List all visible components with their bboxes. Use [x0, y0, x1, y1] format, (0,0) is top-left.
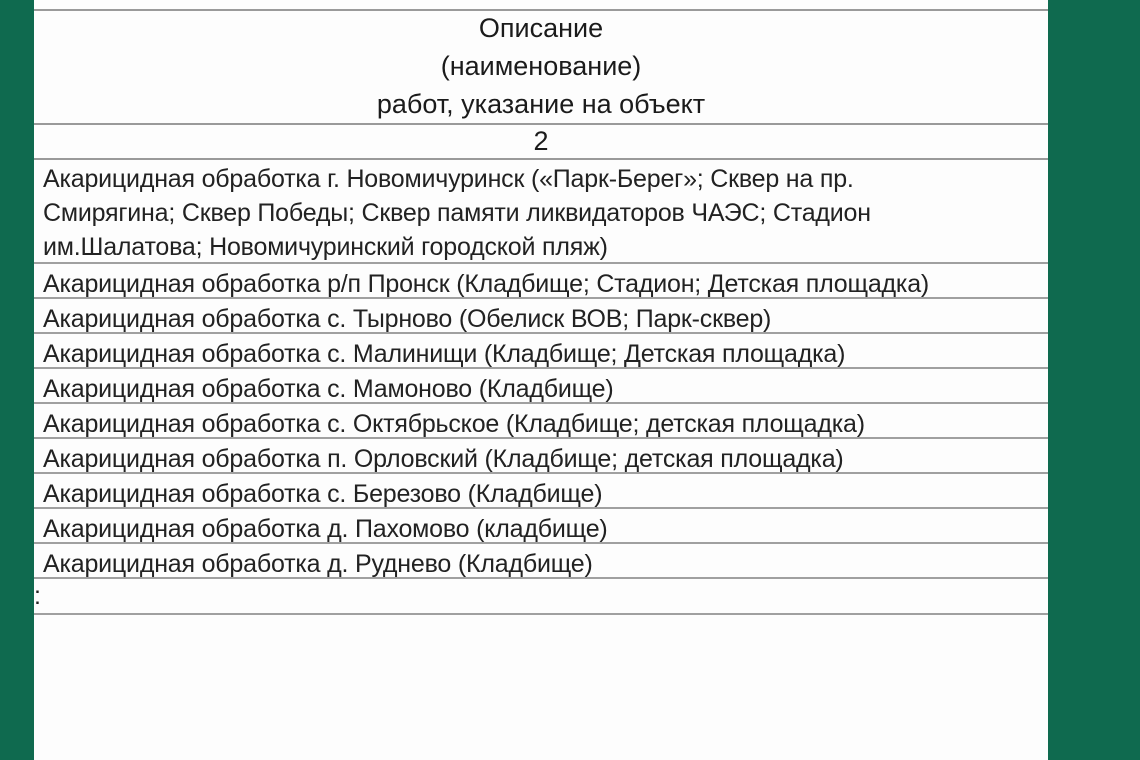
row-description: Акарицидная обработка р/п Пронск (Кладбище; Стадион; Детская площадка) — [43, 270, 930, 298]
row-description: Акарицидная обработка с. Октябрьское (Кладбище; детская площадка) — [43, 410, 865, 438]
row-description-line: им.Шалатова; Новомичуринский городской пляж) — [43, 233, 608, 261]
column-header-cell — [34, 11, 1048, 125]
column-header-line-1: Описание — [478, 13, 604, 43]
table-row — [34, 439, 1048, 474]
column-number-cell — [34, 125, 1048, 160]
column-number: 2 — [533, 126, 549, 156]
table-row — [34, 264, 1048, 299]
table-row — [34, 299, 1048, 334]
table-row — [34, 334, 1048, 369]
table-row — [34, 509, 1048, 544]
row-description: Акарицидная обработка д. Пахомово (кладбище) — [43, 515, 608, 543]
row-description: Акарицидная обработка д. Руднево (Кладбище) — [43, 550, 593, 578]
table-row — [34, 404, 1048, 439]
row-description: Акарицидная обработка с. Тырново (Обелиск ВОВ; Парк-сквер) — [43, 305, 772, 333]
row-description: Акарицидная обработка с. Малинищи (Кладбище; Детская площадка) — [43, 340, 846, 368]
trailing-colon: : — [34, 582, 41, 610]
row-description: Акарицидная обработка с. Березово (Кладбище) — [43, 480, 603, 508]
row-description-line: Смирягина; Сквер Победы; Сквер памяти ликвидаторов ЧАЭС; Стадион — [43, 199, 871, 227]
row-description: Акарицидная обработка с. Мамоново (Кладбище) — [43, 375, 614, 403]
table-row — [34, 544, 1048, 579]
table-row — [34, 579, 1048, 615]
document-page — [34, 0, 1048, 760]
row-description-line: Акарицидная обработка г. Новомичуринск («Парк-Берег»; Сквер на пр. — [43, 165, 854, 193]
table-row — [34, 474, 1048, 509]
row-description: Акарицидная обработка п. Орловский (Кладбище; детская площадка) — [43, 445, 844, 473]
table-body — [34, 160, 1048, 615]
row-description — [43, 162, 1047, 264]
table-row — [34, 160, 1048, 264]
table-row — [34, 369, 1048, 404]
column-header-line-2: (наименование) — [440, 51, 642, 81]
column-header-line-3: работ, указание на объект — [376, 89, 706, 119]
